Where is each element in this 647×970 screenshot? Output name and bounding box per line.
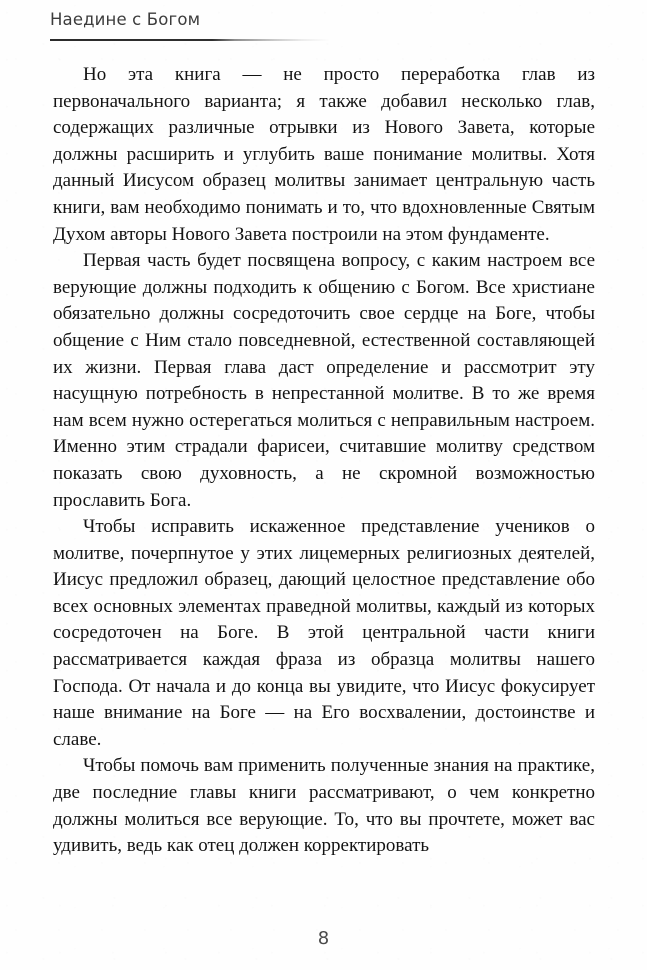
paragraph: Чтобы исправить искаженное представление учеников о молитве, почерпнутое у этих лицемерных религиозных деятелей, Иисус предложил образец, дающий целостное представление обо всех основных элементах праведной молитвы, каждый из которых сосредоточен на Боге. В этой центральной части книги рассматривается каждая фраза из образца молитвы нашего Господа. От начала и до конца вы увидите, что Иисус фокусирует наше внимание на Боге — на Его восхвалении, достоинстве и славе. xyxy=(53,516,595,750)
paragraph: Но эта книга — не просто переработка глав из первоначального варианта; я также добавил несколько глав, содержащих различные отрывки из Нового Завета, которые должны расширить и углубить ваше понимание молитвы. Хотя данный Иисусом образец молитвы занимает центральную часть книги, вам необходимо понимать и то, что вдохновленные Святым Духом авторы Нового Завета построили на этом фундаменте. xyxy=(53,64,595,245)
running-head-title: Наедине с Богом xyxy=(50,10,201,29)
page-number: 8 xyxy=(317,928,330,949)
paragraph: Первая часть будет посвящена вопросу, с каким настроем все верующие должны подходить к общению с Богом. Все христиане обязательно должны сосредоточить свое сердце на Боге, чтобы общение с Ним стало повседневной, естественной составляющей их жизни. Первая глава даст определение и рассмотрит эту насущную потребность в непрестанной молитве. В то же время нам всем нужно остерегаться молиться с неправильным настроем. Именно этим страдали фарисеи, считавшие молитву средством показать свою духовность, а не скромной возможностью прославить Бога. xyxy=(53,250,595,511)
header-divider-rule xyxy=(50,39,330,41)
body-text-block xyxy=(53,62,595,860)
paragraph: Чтобы помочь вам применить полученные знания на практике, две последние главы книги рассматривают, о чем конкретно должны молиться все верующие. То, что вы прочтете, может вас удивить, ведь как отец должен корректировать xyxy=(53,755,595,857)
